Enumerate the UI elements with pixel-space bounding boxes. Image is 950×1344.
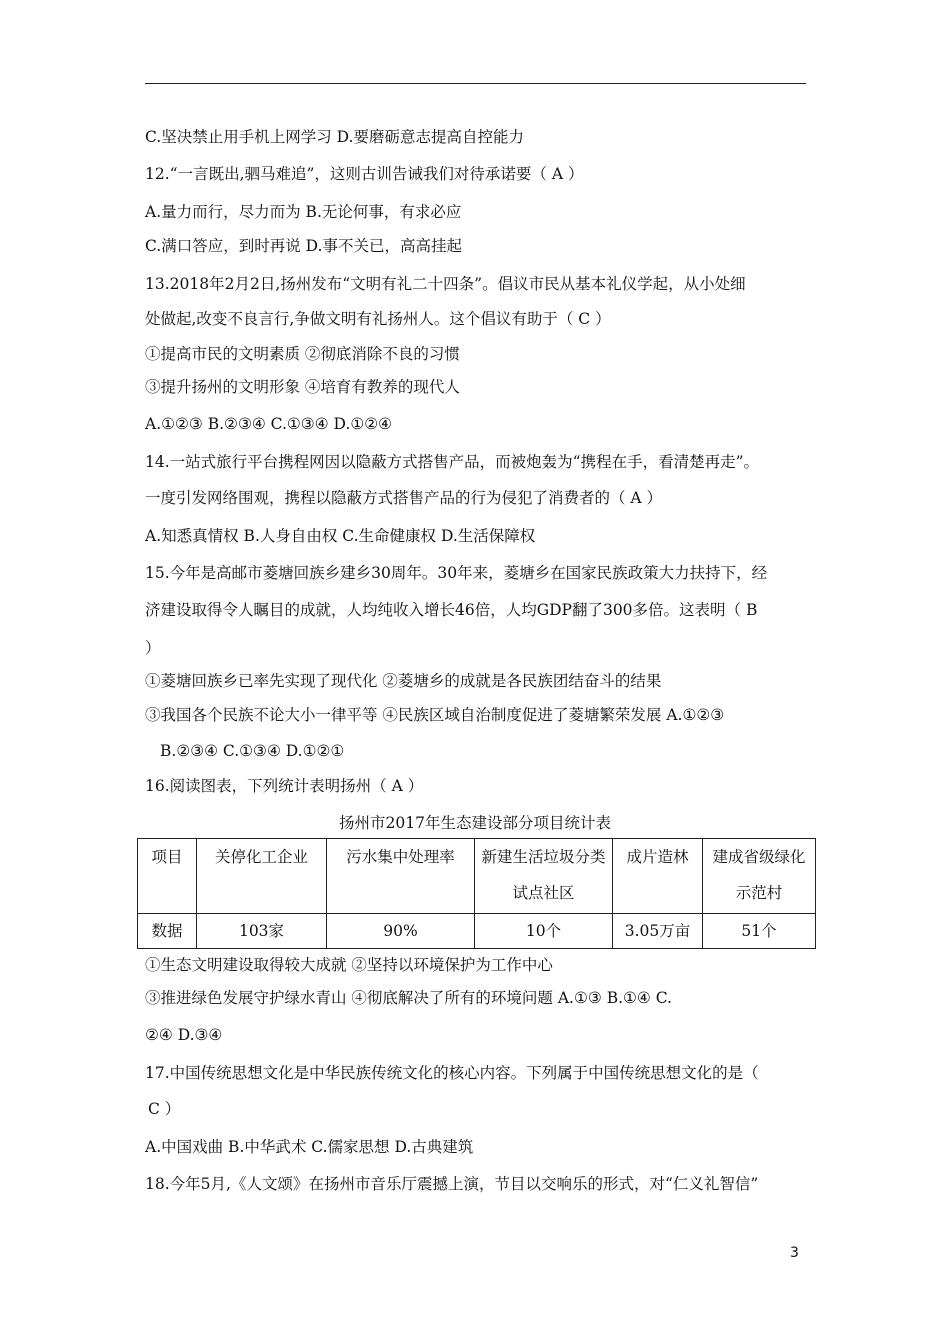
table-header-row [138, 839, 816, 914]
text-line: B.②③④ C.①③④ D.①②① [160, 742, 345, 760]
table-cell: 10个 [475, 914, 613, 949]
table-header-cell: 新建生活垃圾分类试点社区 [475, 839, 613, 914]
table-caption: 扬州市2017年生态建设部分项目统计表 [339, 814, 611, 832]
table-header-cell: 关停化工企业 [197, 839, 327, 914]
question-12: 12.“一言既出,驷马难追”，这则古训告诫我们对待承诺要（ A ） [145, 165, 584, 183]
question-14: 14.一站式旅行平台携程网因以隐蔽方式搭售产品，而被炮轰为“携程在手，看清楚再走”。 [145, 453, 760, 471]
text-line: ③推进绿色发展守护绿水青山 ④彻底解决了所有的环境问题 A.①③ B.①④ C. [145, 989, 672, 1007]
header-rule [145, 83, 806, 84]
text-line: ③提升扬州的文明形象 ④培育有教养的现代人 [145, 378, 460, 396]
question-13: 13.2018年2月2日,扬州发布“文明有礼二十四条”。倡议市民从基本礼仪学起，从小处细 [145, 275, 746, 293]
table-cell: 51个 [703, 914, 816, 949]
text-line: C ） [148, 1100, 181, 1118]
table-cell: 90% [327, 914, 475, 949]
table-header-cell: 成片造林 [613, 839, 703, 914]
text-line: ①生态文明建设取得较大成就 ②坚持以环境保护为工作中心 [145, 956, 553, 974]
table-data-row [138, 914, 816, 949]
text-line: C.满口答应，到时再说 D.事不关已，高高挂起 [145, 237, 462, 255]
table-header-cell: 项目 [138, 839, 197, 914]
text-line: 处做起,改变不良言行,争做文明有礼扬州人。这个倡议有助于（ C ） [145, 310, 611, 328]
text-line: ①菱塘回族乡已率先实现了现代化 ②菱塘乡的成就是各民族团结奋斗的结果 [145, 672, 662, 690]
table-header-cell: 污水集中处理率 [327, 839, 475, 914]
table-cell: 103家 [197, 914, 327, 949]
text-line: ②④ D.③④ [145, 1026, 223, 1044]
text-line: A.中国戏曲 B.中华武术 C.儒家思想 D.古典建筑 [145, 1138, 474, 1156]
question-17: 17.中国传统思想文化是中华民族传统文化的核心内容。下列属于中国传统思想文化的是（ [145, 1064, 759, 1082]
text-line: 济建设取得令人瞩目的成就，人均纯收入增长46倍，人均GDP翻了300多倍。这表明（ B [145, 601, 758, 619]
statistics-table [137, 838, 816, 949]
table-header-cell: 建成省级绿化示范村 [703, 839, 816, 914]
table-cell: 3.05万亩 [613, 914, 703, 949]
text-line: ①提高市民的文明素质 ②彻底消除不良的习惯 [145, 345, 460, 363]
text-line: ） [145, 639, 161, 657]
text-line: C.坚决禁止用手机上网学习 D.要磨砺意志提高自控能力 [145, 128, 524, 146]
text-line: 一度引发网络围观，携程以隐蔽方式搭售产品的行为侵犯了消费者的（ A ） [145, 489, 663, 507]
text-line: ③我国各个民族不论大小一律平等 ④民族区域自治制度促进了菱塘繁荣发展 A.①②③ [145, 706, 725, 724]
question-16: 16.阅读图表，下列统计表明扬州（ A ） [145, 777, 424, 795]
question-18: 18.今年5月,《人文颂》在扬州市音乐厅震撼上演，节目以交响乐的形式，对“仁义礼智信” [145, 1175, 759, 1193]
text-line: A.知悉真情权 B.人身自由权 C.生命健康权 D.生活保障权 [145, 527, 536, 545]
question-15: 15.今年是高邮市菱塘回族乡建乡30周年。30年来，菱塘乡在国家民族政策大力扶持下，经 [145, 564, 768, 582]
page-number: 3 [790, 1245, 799, 1261]
text-line: A.①②③ B.②③④ C.①③④ D.①②④ [145, 415, 393, 433]
table-row-label: 数据 [138, 914, 197, 949]
text-line: A.量力而行，尽力而为 B.无论何事，有求必应 [145, 203, 462, 221]
